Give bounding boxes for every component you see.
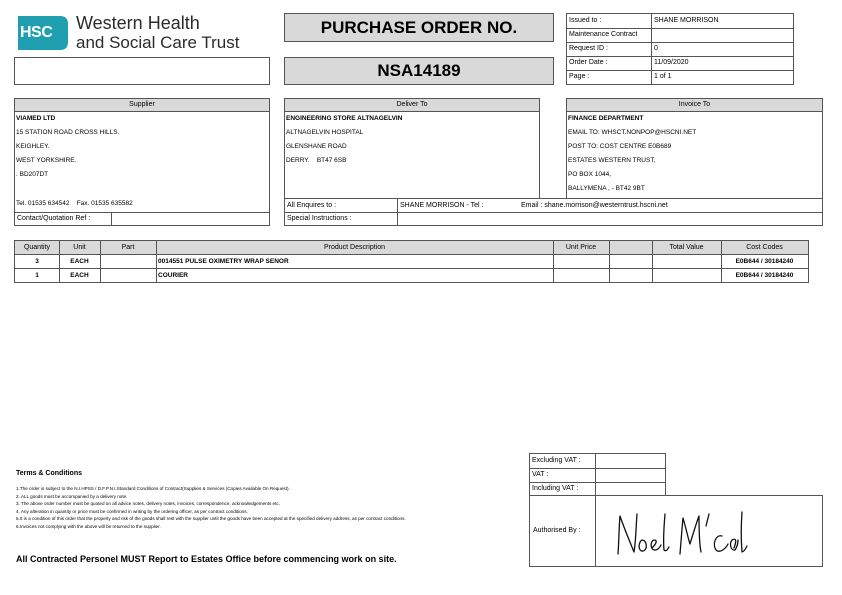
- col-header-quantity: Quantity: [23, 244, 51, 251]
- totals-label: VAT :: [532, 471, 549, 478]
- special-instructions-label: Special Instructions :: [287, 215, 352, 222]
- invoice-line: ESTATES WESTERN TRUST,: [568, 157, 656, 164]
- enquiries-value: SHANE MORRISON - Tel :: [400, 202, 484, 209]
- deliver-line: GLENSHANE ROAD: [286, 143, 347, 150]
- meta-value: 1 of 1: [654, 73, 672, 80]
- table-cell: 0014551 PULSE OXIMETRY WRAP SENOR: [158, 258, 289, 265]
- table-cell: EACH: [70, 272, 89, 279]
- col-header-unit-price: Unit Price: [565, 244, 597, 251]
- estates-notice: All Contracted Personel MUST Report to Estates Office before commencing work on site.: [16, 554, 397, 564]
- terms-item: 4. Any alteration in quantity or price must be confirmed in writing by the ordering officer, as per contract conditions.: [16, 508, 248, 514]
- po-number: NSA14189: [284, 57, 554, 85]
- deliver-line: DERRY. BT47 6SB: [286, 157, 347, 164]
- col-header-cost-codes: Cost Codes: [746, 244, 783, 251]
- terms-item: 6.Invoices not complying with the above will be returned to the supplier.: [16, 523, 161, 529]
- supplier-line: 15 STATION ROAD CROSS HILLS.: [16, 129, 120, 136]
- supplier-tel: Tel. 01535 634542 Fax. 01535 635582: [16, 200, 133, 207]
- meta-label: Issued to :: [569, 17, 602, 24]
- signature: [610, 504, 750, 562]
- meta-value: SHANE MORRISON: [654, 17, 719, 24]
- enquiries-label: All Enquires to :: [287, 202, 337, 209]
- meta-label: Request ID :: [569, 45, 608, 52]
- meta-value: 11/09/2020: [654, 59, 689, 66]
- contact-ref-label: Contact/Quotation Ref :: [17, 215, 91, 222]
- meta-label: Order Date :: [569, 59, 608, 66]
- supplier-line: WEST YORKSHIRE.: [16, 157, 77, 164]
- po-title: PURCHASE ORDER NO.: [284, 13, 554, 42]
- totals-table: [529, 453, 666, 496]
- invoice-line: BALLYMENA , - BT42 9BT: [568, 185, 645, 192]
- table-cell: COURIER: [158, 272, 188, 279]
- col-header-part: Part: [121, 244, 135, 251]
- deliver-line: ENGINEERING STORE ALTNAGELVIN: [286, 115, 403, 122]
- meta-label: Page :: [569, 73, 590, 80]
- terms-item: 2. ALL goods must be accompanied by a delivery note.: [16, 493, 128, 499]
- invoice-line: EMAIL TO: WHSCT.NONPOP@HSCNI.NET: [568, 129, 697, 136]
- terms-item: 3. The above order number must be quoted on all advice notes, delivery notes, invoices, correspondence, acknowledgements etc.: [16, 501, 280, 507]
- table-cell: 1: [35, 272, 39, 279]
- deliver-box: [284, 111, 540, 199]
- supplier-line: . BD207DT: [16, 171, 49, 178]
- supplier-line: VIAMED LTD: [16, 115, 56, 122]
- authorised-label: Authorised By :: [533, 527, 581, 534]
- table-cell: EACH: [70, 258, 89, 265]
- table-cell: 3: [35, 258, 39, 265]
- terms-item: 5.It is a condition of this order that the property and risk of the goods shall rest with the supplier until the goods have been accepted at the specified delivery address, as per contract conditions.: [16, 516, 406, 522]
- invoice-heading: Invoice To: [566, 98, 823, 112]
- authorised-box: [529, 495, 823, 567]
- deliver-line: ALTNAGELVIN HOSPITAL: [286, 129, 364, 136]
- logo-badge: HSC: [20, 24, 53, 41]
- logo-line-2: and Social Care Trust: [76, 33, 240, 52]
- col-header-total-value: Total Value: [669, 244, 704, 251]
- table-cell: E0B644 / 30184240: [735, 272, 794, 279]
- terms-list: [16, 485, 528, 531]
- meta-label: Maintenance Contract: [569, 31, 638, 38]
- product-table: [14, 240, 809, 283]
- totals-label: Excluding VAT :: [532, 457, 581, 464]
- invoice-line: PO BOX 1044,: [568, 171, 611, 178]
- col-header-description: Product Description: [323, 244, 386, 251]
- deliver-heading: Deliver To: [284, 98, 540, 112]
- supplier-heading: Supplier: [14, 98, 270, 112]
- totals-label: Including VAT :: [532, 485, 579, 492]
- terms-title: Terms & Conditions: [16, 470, 82, 477]
- meta-value: 0: [654, 45, 658, 52]
- invoice-line: POST TO: COST CENTRE E0B689: [568, 143, 672, 150]
- contact-ref-row: [14, 212, 270, 226]
- enquiries-table: [284, 198, 823, 226]
- logo-blank-box: [14, 57, 270, 85]
- meta-table: [566, 13, 794, 85]
- terms-item: 1.The order is subject to the N.I.HPSS / D.F.P.N.I.Standard Conditions of Contract(Supplies & Services (Copies Available On Request).: [16, 486, 290, 491]
- invoice-line: FINANCE DEPARTMENT: [568, 115, 644, 122]
- logo-line-1: Western Health: [76, 13, 200, 33]
- hsc-logo: [14, 14, 70, 52]
- supplier-line: KEIGHLEY.: [16, 143, 50, 150]
- table-cell: E0B644 / 30184240: [735, 258, 794, 265]
- enquiries-email: Email : shane.morrison@westerntrust.hscni.net: [521, 202, 668, 209]
- col-header-unit: Unit: [73, 244, 86, 251]
